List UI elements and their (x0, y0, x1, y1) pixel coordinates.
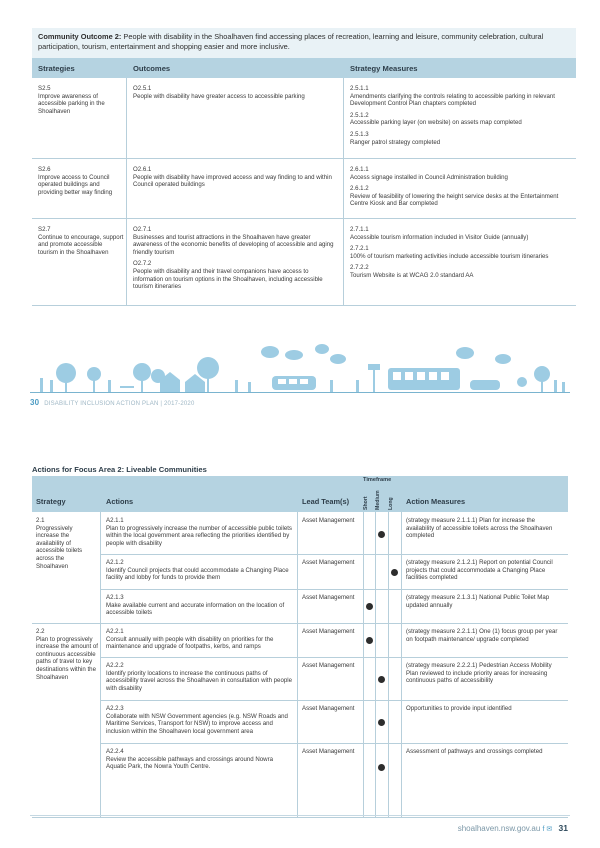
strategy-code: S2.5 (38, 85, 51, 92)
measure-code: 2.5.1.3 (350, 130, 369, 138)
table-row (32, 159, 576, 219)
person-icon (248, 382, 251, 392)
measures-cell (343, 219, 577, 305)
header-strategy: Strategy (36, 497, 66, 506)
action-measure-cell: (strategy measure 2.2.1.1) One (1) focus group per year on footpath maintenance/ upgrade completed (406, 628, 558, 643)
action-text: Review the accessible pathways and crossings around Nowra Aquatic Park, the Nowra Youth Centre. (106, 755, 273, 771)
header-outcomes: Outcomes (133, 64, 171, 73)
page-number: 30 (30, 398, 40, 407)
header-timeframe: Timeframe (363, 477, 392, 483)
header-medium: Medium (375, 490, 381, 510)
action-text: Identify priority locations to increase the continuous paths of accessibility travel across the Shoalhaven in consultation with people with disability (106, 669, 292, 692)
outcome-desc: Businesses and tourist attractions in the Shoalhaven have greater awareness of the economic benefits of developing of accessible and aging friendly tourism (133, 233, 334, 256)
cloud-icon (330, 354, 346, 364)
page-footer-left (30, 398, 195, 407)
car-icon (470, 380, 500, 390)
ground-line (30, 392, 570, 393)
strategy-code: 2.2 (36, 628, 45, 635)
action-text: Plan to progressively increase the number of accessible public toilets within the local government area reflecting the priorities identified by people with disability (106, 524, 292, 547)
action-measure-cell: Assessment of pathways and crossings completed (406, 748, 543, 755)
action-code: A2.1.2 (106, 559, 124, 566)
tree-icon (197, 357, 219, 379)
strategy-cell (32, 159, 126, 218)
measure-text: Accessible tourism information included in Visitor Guide (annually) (350, 233, 529, 241)
action-code: A2.2.1 (106, 628, 124, 635)
action-cell (106, 559, 294, 582)
outcome-code: O2.6.1 (133, 166, 152, 173)
outcome-code: O2.5.1 (133, 85, 152, 92)
measure-code: 2.5.1.1 (350, 85, 369, 92)
strategy-code: S2.6 (38, 166, 51, 173)
outcome-desc: People with disability have improved access and way finding to and within Council operated buildings (133, 173, 332, 189)
strategy-cell (32, 219, 126, 305)
strategy-code: S2.7 (38, 226, 51, 233)
action-measure-cell: (strategy measure 2.2.2.1) Pedestrian Access Mobility Plan reviewed to include priority areas for increasing continuous paths of accessibility (406, 662, 552, 685)
action-text: Collaborate with NSW Government agencies (e.g. NSW Roads and Maritime Services, Transport for NSW) to improve access and inclusion within the Shoalhaven local government area (106, 712, 288, 735)
footer-document-title: DISABILITY INCLUSION ACTION PLAN | 2017-2020 (44, 401, 195, 407)
measure-text: Tourism Website is at WCAG 2.0 standard AA (350, 271, 474, 279)
outcome-desc: People with disability and their travel companions have access to information on tourism options in the Shoalhaven, including accessible tourism itineraries (133, 267, 323, 291)
strategy-text: Improve access to Council operated buildings and providing better way finding (38, 173, 113, 196)
outcome-text: People with disability in the Shoalhaven find accessing places of recreation, learning and leisure, community celebration, cultural participation, tourism, entertainment and shopping easier and more inclusive. (38, 32, 544, 51)
person-icon (330, 380, 333, 392)
measure-code: 2.7.1.1 (350, 226, 369, 233)
timeframe-medium-dot (378, 676, 385, 683)
outcome-cell (126, 78, 343, 158)
lead-team-cell: Asset Management (302, 594, 355, 601)
person-icon (50, 380, 53, 392)
action-code: A2.2.2 (106, 662, 124, 669)
person-icon (40, 378, 43, 392)
person-icon (554, 380, 557, 392)
header-lead-teams: Lead Team(s) (302, 497, 350, 506)
measure-text: Amendments clarifying the controls relating to accessible parking in relevant Development Control Plan chapters completed (350, 92, 555, 108)
website-link[interactable]: shoalhaven.nsw.gov.au (457, 824, 541, 833)
header-strategy-measures: Strategy Measures (350, 64, 418, 73)
header-short: Short (363, 496, 369, 510)
strategy-cell (32, 78, 126, 158)
strategy-cell (36, 628, 98, 681)
community-streetscape-illustration (30, 340, 570, 393)
action-text: Make available current and accurate information on the location of accessible toilets (106, 601, 285, 617)
tree-icon (87, 367, 101, 381)
timeframe-medium-dot (378, 719, 385, 726)
header-action-measures: Action Measures (406, 497, 466, 506)
measure-code: 2.7.2.1 (350, 245, 369, 253)
measure-text: Access signage installed in Council Administration building (350, 173, 508, 181)
actions-table-body (32, 512, 568, 818)
lead-team-cell: Asset Management (302, 628, 355, 635)
measure-code: 2.6.1.2 (350, 185, 369, 193)
measure-code: 2.6.1.1 (350, 166, 369, 173)
person-icon (562, 382, 565, 392)
measures-cell (343, 159, 577, 218)
outcome-desc: People with disability have greater access to accessible parking (133, 92, 305, 100)
timeframe-medium-dot (378, 531, 385, 538)
actions-table-title: Actions for Focus Area 2: Liveable Communities (32, 465, 207, 474)
person-icon (108, 380, 111, 392)
bench-icon (120, 386, 134, 388)
action-cell (106, 705, 294, 735)
strategy-text: Continue to encourage, support and promote accessible tourism in the Shoalhaven (38, 233, 124, 256)
cloud-icon (285, 350, 303, 360)
outcome-cell (126, 159, 343, 218)
header-strategies: Strategies (38, 64, 75, 73)
measures-cell (343, 78, 577, 158)
measure-text: 100% of tourism marketing activities include accessible tourism itineraries (350, 252, 549, 260)
action-code: A2.2.3 (106, 705, 124, 712)
strategy-code: 2.1 (36, 517, 45, 524)
outcome-label: Community Outcome 2: (38, 32, 122, 41)
cloud-icon (261, 346, 279, 358)
cloud-icon (315, 344, 329, 354)
action-text: Identify Council projects that could accommodate a Changing Place facility and lobby for funds to provide them (106, 566, 289, 582)
social-icons[interactable]: f ✉ (542, 826, 553, 833)
timeframe-long-dot (391, 569, 398, 576)
action-measure-cell: (strategy measure 2.1.2.1) Report on potential Council projects that could accommodate a Changing Place facilities completed (406, 559, 553, 582)
timeframe-short-dot (366, 603, 373, 610)
action-cell (106, 594, 294, 617)
measure-code: 2.7.2.2 (350, 264, 369, 272)
header-long: Long (388, 497, 394, 510)
action-cell (106, 748, 294, 771)
footer-divider (30, 815, 570, 816)
outcome-code: O2.7.2 (133, 260, 152, 268)
table-row (32, 78, 576, 159)
action-code: A2.1.1 (106, 517, 124, 524)
strategy-text: Improve awareness of accessible parking in the Shoalhaven (38, 92, 105, 115)
strategy-text: Plan to progressively increase the amount of continuous accessible paths of travel to key destinations within the Shoalhaven (36, 635, 98, 681)
person-icon (356, 380, 359, 392)
person-icon (235, 380, 238, 392)
cloud-icon (495, 354, 511, 364)
measure-text: Ranger patrol strategy completed (350, 138, 441, 146)
action-code: A2.1.3 (106, 594, 124, 601)
action-code: A2.2.4 (106, 748, 124, 755)
header-actions: Actions (106, 497, 134, 506)
cloud-icon (456, 347, 474, 359)
outcome-code: O2.7.1 (133, 226, 152, 233)
action-text: Consult annually with people with disability on priorities for the maintenance and upgrade of footpaths, kerbs, and ramps (106, 635, 274, 651)
action-cell (106, 517, 294, 547)
lead-team-cell: Asset Management (302, 662, 355, 669)
measure-text: Review of feasibility of lowering the height service desks at the Entertainment Centre Kiosk and Bar completed (350, 192, 559, 208)
lead-team-cell: Asset Management (302, 748, 355, 755)
action-measure-cell: (strategy measure 2.1.1.1) Plan for increase the availability of accessible toilets across the Shoalhaven completed (406, 517, 553, 540)
actions-table-header (32, 476, 568, 512)
lead-team-cell: Asset Management (302, 705, 355, 712)
measure-text: Accessible parking layer (on website) on assets map completed (350, 119, 522, 127)
tree-icon (534, 366, 550, 382)
lead-team-cell: Asset Management (302, 559, 355, 566)
strategy-cell (36, 517, 96, 570)
strategies-table-header (32, 58, 576, 78)
action-measure-cell: Opportunities to provide input identified (406, 705, 512, 712)
action-cell (106, 662, 294, 692)
community-outcome-box (32, 28, 576, 58)
lead-team-cell: Asset Management (302, 517, 355, 524)
page-number: 31 (558, 823, 568, 833)
wheelchair-icon (517, 377, 527, 387)
page-footer-right (458, 823, 568, 833)
measure-code: 2.5.1.2 (350, 111, 369, 119)
strategy-text: Progressively increase the availability of accessible toilets across the Shoalhaven (36, 524, 83, 570)
timeframe-short-dot (366, 637, 373, 644)
outcome-cell (126, 219, 343, 305)
action-cell (106, 628, 294, 651)
action-measure-cell: (strategy measure 2.1.3.1) National Public Toilet Map updated annually (406, 594, 550, 609)
timeframe-medium-dot (378, 764, 385, 771)
table-row (32, 219, 576, 306)
